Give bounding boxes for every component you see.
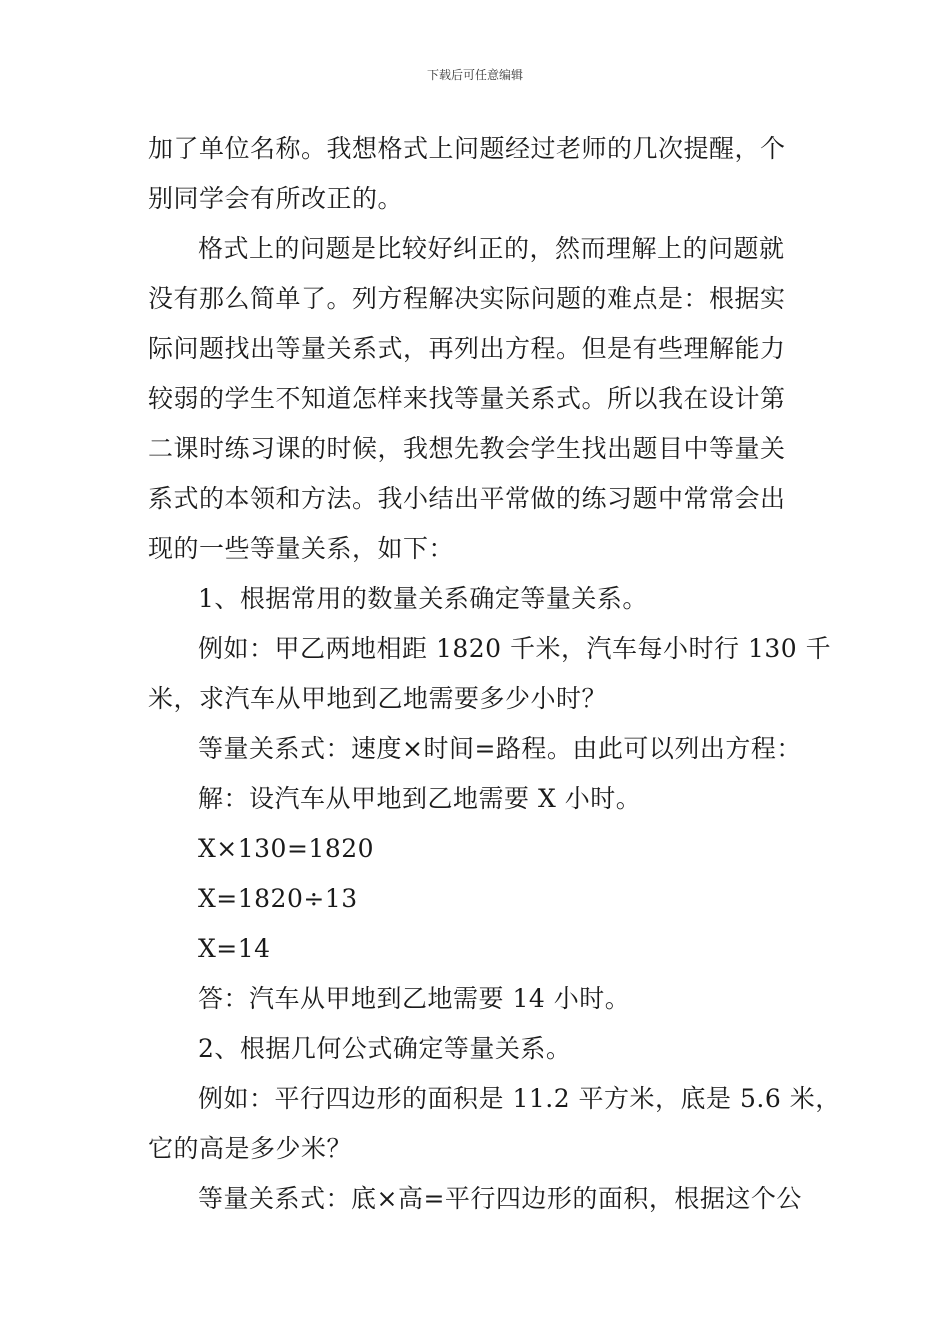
text-line: 2、根据几何公式确定等量关系。 — [198, 1034, 572, 1063]
text-line: 格式上的问题是比较好纠正的，然而理解上的问题就 — [198, 234, 785, 263]
text-line: 现的一些等量关系，如下： — [148, 534, 455, 563]
text-line: 较弱的学生不知道怎样来找等量关系式。所以我在设计第 — [148, 384, 786, 413]
text-line: 际问题找出等量关系式，再列出方程。但是有些理解能力 — [148, 334, 786, 363]
text-line: 米，求汽车从甲地到乙地需要多少小时？ — [148, 684, 608, 713]
text-line: 答：汽车从甲地到乙地需要 14 小时。 — [198, 984, 631, 1013]
page-header: 下载后可任意编辑 — [426, 68, 523, 82]
text-line: 加了单位名称。我想格式上问题经过老师的几次提醒，个 — [148, 134, 786, 163]
text-line: 解：设汽车从甲地到乙地需要 X 小时。 — [198, 784, 642, 813]
equation-line: X×130=1820 — [198, 834, 375, 863]
text-line: 它的高是多少米？ — [148, 1134, 353, 1163]
text-line: 例如：甲乙两地相距 1820 千米，汽车每小时行 130 千 — [198, 634, 832, 663]
text-line: 等量关系式：底×高=平行四边形的面积，根据这个公 — [198, 1184, 802, 1213]
text-line: 系式的本领和方法。我小结出平常做的练习题中常常会出 — [148, 484, 786, 513]
text-line: 二课时练习课的时候，我想先教会学生找出题目中等量关 — [148, 434, 786, 463]
text-line: 别同学会有所改正的。 — [148, 184, 404, 213]
text-line: 例如：平行四边形的面积是 11.2 平方米，底是 5.6 米， — [198, 1084, 841, 1113]
equation-line: X=14 — [198, 934, 271, 963]
equation-line: X=1820÷13 — [198, 884, 358, 913]
text-line: 没有那么简单了。列方程解决实际问题的难点是：根据实 — [148, 284, 786, 313]
text-line: 1、根据常用的数量关系确定等量关系。 — [198, 584, 648, 613]
document-body — [148, 124, 841, 1224]
text-line: 等量关系式：速度×时间=路程。由此可以列出方程： — [198, 734, 802, 763]
